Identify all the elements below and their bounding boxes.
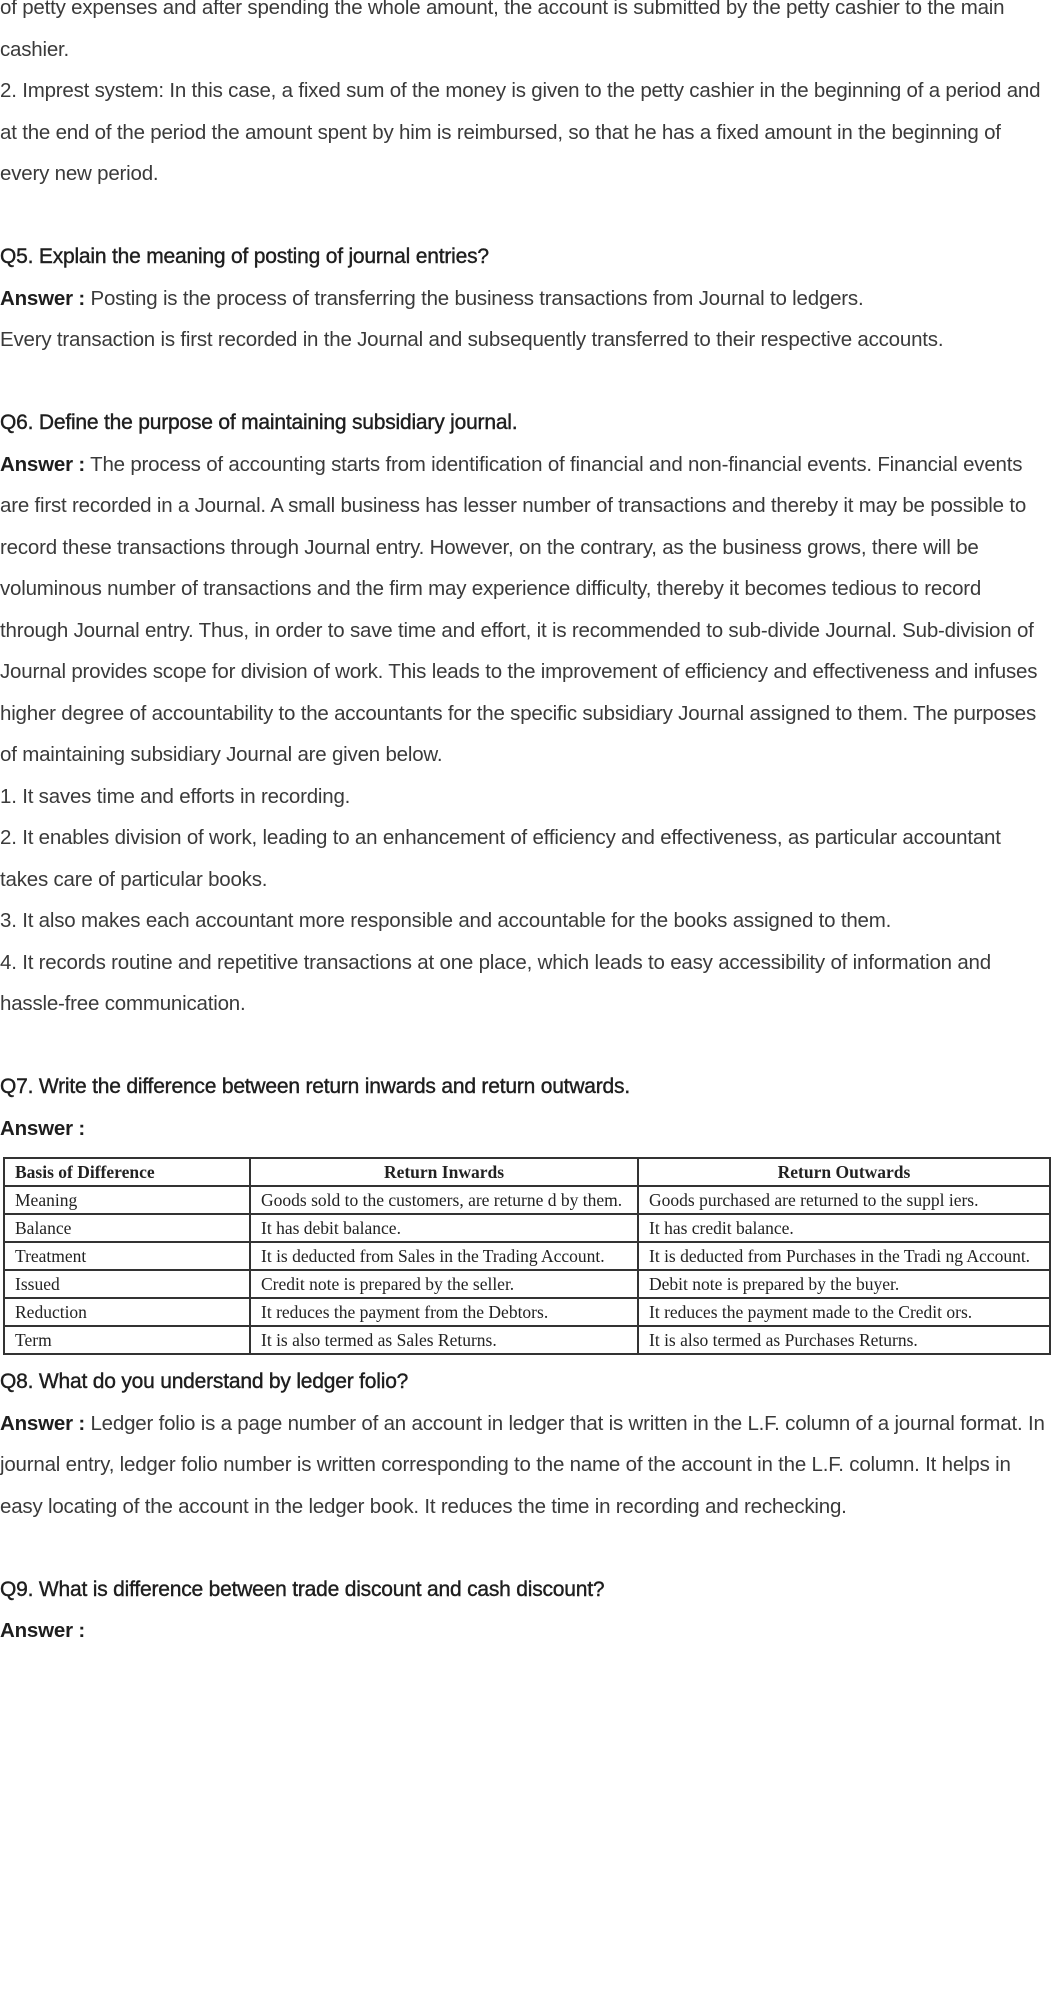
table-cell: Balance <box>4 1214 250 1242</box>
paragraph: Answer : The process of accounting starts from identification of financial and non-financial events. Financial events are first recorded in a Journal. A small business has lesser number of transactions and thereby it may be possible to record these transactions through Journal entry. However, on the contrary, as the business grows, there will be voluminous number of transactions and the firm may experience difficulty, thereby it becomes tedious to record through Journal entry. Thus, in order to save time and effort, it is recommended to sub-divide Journal. Sub-division of Journal provides scope for division of work. This leads to the improvement of efficiency and effectiveness and infuses higher degree of accountability to the accountants for the specific subsidiary Journal assigned to them. The purposes of maintaining subsidiary Journal are given below. <box>0 452 1038 766</box>
table-cell: Term <box>4 1326 250 1354</box>
table-cell: It reduces the payment from the Debtors. <box>250 1298 638 1326</box>
table-cell: It has credit balance. <box>638 1214 1050 1242</box>
table-row <box>4 1242 1050 1270</box>
table-cell: It has debit balance. <box>250 1214 638 1242</box>
table-row <box>4 1214 1050 1242</box>
list-item: 3. It also makes each accountant more responsible and accountable for the books assigned to them. <box>0 909 892 932</box>
table-cell: Meaning <box>4 1186 250 1214</box>
table-cell: It is also termed as Purchases Returns. <box>638 1326 1050 1354</box>
table-row <box>4 1298 1050 1326</box>
header-cell: Return Inwards <box>250 1158 638 1186</box>
table-cell: Goods purchased are returned to the suppl iers. <box>638 1186 1050 1214</box>
table-row <box>4 1270 1050 1298</box>
table-cell: Treatment <box>4 1242 250 1270</box>
question-heading-q8: Q8. What do you understand by ledger folio? <box>0 1370 409 1393</box>
paragraph: Answer : Ledger folio is a page number of an account in ledger that is written in the L.F. column of a journal format. In journal entry, ledger folio number is written corresponding to the name of the account in the L.F. column. It helps in easy locating of the account in the ledger book. It reduces the time in recording and rechecking. <box>0 1411 1045 1518</box>
table-row <box>4 1186 1050 1214</box>
answer-label: Answer : <box>0 452 85 476</box>
question-heading-q5: Q5. Explain the meaning of posting of journal entries? <box>0 245 489 268</box>
difference-table <box>3 1157 1051 1355</box>
table-cell: Issued <box>4 1270 250 1298</box>
list-item: 4. It records routine and repetitive transactions at one place, which leads to easy accessibility of information and hassle-free communication. <box>0 950 991 1015</box>
answer-label: Answer : <box>0 1619 85 1642</box>
question-heading-q7: Q7. Write the difference between return inwards and return outwards. <box>0 1075 630 1098</box>
table-cell: It is deducted from Sales in the Trading Account. <box>250 1242 638 1270</box>
table-cell: Debit note is prepared by the buyer. <box>638 1270 1050 1298</box>
table-row <box>4 1326 1050 1354</box>
table-cell: It is deducted from Purchases in the Tradi ng Account. <box>638 1242 1050 1270</box>
list-item: 2. It enables division of work, leading to an enhancement of efficiency and effectiveness, as particular accountant takes care of particular books. <box>0 826 1001 891</box>
table-header-row <box>4 1158 1050 1186</box>
paragraph: Answer : Posting is the process of transferring the business transactions from Journal to ledgers. <box>0 286 864 310</box>
table-cell: Goods sold to the customers, are returne d by them. <box>250 1186 638 1214</box>
answer-label: Answer : <box>0 286 85 310</box>
question-heading-q9: Q9. What is difference between trade discount and cash discount? <box>0 1577 605 1601</box>
header-cell: Basis of Difference <box>4 1158 250 1186</box>
table-cell: It reduces the payment made to the Credit ors. <box>638 1298 1050 1326</box>
answer-label: Answer : <box>0 1411 85 1435</box>
list-item: 1. It saves time and efforts in recording. <box>0 784 351 808</box>
paragraph: Every transaction is first recorded in the Journal and subsequently transferred to their respective accounts. <box>0 328 944 351</box>
question-heading-q6: Q6. Define the purpose of maintaining subsidiary journal. <box>0 411 518 434</box>
table-cell: It is also termed as Sales Returns. <box>250 1326 638 1354</box>
header-cell: Return Outwards <box>638 1158 1050 1186</box>
table-cell: Credit note is prepared by the seller. <box>250 1270 638 1298</box>
answer-label: Answer : <box>0 1116 85 1140</box>
paragraph: 2. Imprest system: In this case, a fixed sum of the money is given to the petty cashier in the beginning of a period and at the end of the period the amount spent by him is reimbursed, so that he has a fixed amount in the beginning of every new period. <box>0 79 1041 185</box>
table-cell: Reduction <box>4 1298 250 1326</box>
paragraph: of petty expenses and after spending the whole amount, the account is submitted by the petty cashier to the main cashier. <box>0 0 1005 61</box>
